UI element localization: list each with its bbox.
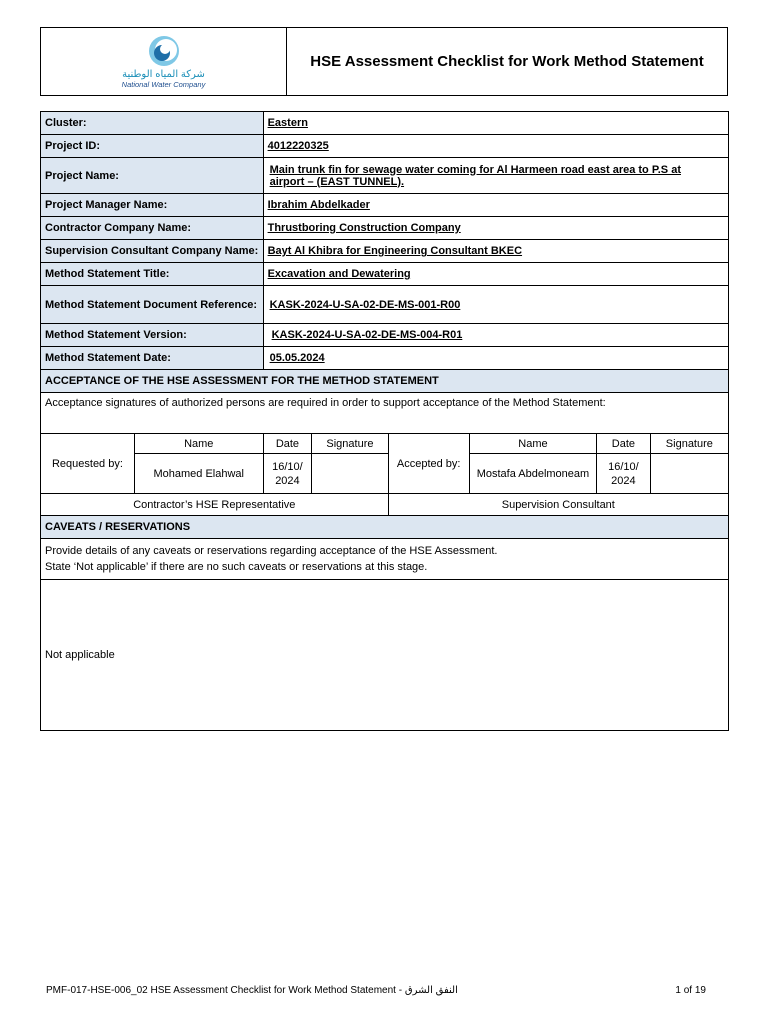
acceptance-note: Acceptance signatures of authorized persons are required in order to support acceptance of the Method Statement:	[41, 393, 729, 434]
requested-name-header: Name	[134, 434, 263, 454]
field-row-ms-version	[41, 324, 729, 347]
field-value: Main trunk fin for sewage water coming for Al Harmeen road east area to P.S at airport – (EAST TUNNEL).	[263, 158, 728, 194]
field-value: Bayt Al Khibra for Engineering Consultant BKEC	[263, 240, 728, 263]
field-label: Method Statement Title:	[41, 263, 264, 286]
field-row-project-name	[41, 158, 729, 194]
document-header	[40, 27, 728, 96]
document-title: HSE Assessment Checklist for Work Method Statement	[310, 53, 704, 70]
acceptance-section-header	[41, 370, 729, 393]
accepted-date-header: Date	[597, 434, 651, 454]
logo-english-text: National Water Company	[121, 80, 206, 89]
role-row	[41, 494, 729, 516]
field-value: Ibrahim Abdelkader	[263, 194, 728, 217]
field-value: 4012220325	[263, 135, 728, 158]
assessment-table	[40, 111, 729, 731]
requested-by-label: Requested by:	[41, 434, 135, 494]
signature-header-row	[41, 434, 729, 454]
section-heading: ACCEPTANCE OF THE HSE ASSESSMENT FOR THE METHOD STATEMENT	[41, 370, 729, 393]
acceptance-note-row	[41, 393, 729, 434]
field-row-project-id	[41, 135, 729, 158]
field-label: Method Statement Date:	[41, 347, 264, 370]
caveats-instructions	[41, 539, 729, 580]
water-drop-logo-icon	[144, 34, 184, 68]
field-value: Thrustboring Construction Company	[263, 217, 728, 240]
page-footer	[46, 985, 706, 996]
field-label: Project ID:	[41, 135, 264, 158]
field-value: KASK-2024-U-SA-02-DE-MS-004-R01	[263, 324, 728, 347]
caveats-instruction-line-1: Provide details of any caveats or reservations regarding acceptance of the HSE Assessment.	[45, 545, 498, 557]
requested-date-header: Date	[263, 434, 312, 454]
requested-date: 16/10/ 2024	[263, 454, 312, 494]
field-row-ms-date	[41, 347, 729, 370]
field-value: 05.05.2024	[263, 347, 728, 370]
accepted-signature	[650, 454, 728, 494]
caveats-instruction-line-2: State ‘Not applicable’ if there are no such caveats or reservations at this stage.	[45, 561, 428, 573]
field-row-ms-title	[41, 263, 729, 286]
logo-arabic-text: شركة المياه الوطنية	[122, 69, 205, 80]
consultant-role: Supervision Consultant	[388, 494, 728, 516]
requested-signature	[312, 454, 388, 494]
requested-signature-header: Signature	[312, 434, 388, 454]
footer-document-reference: PMF-017-HSE-006_02 HSE Assessment Checklist for Work Method Statement - النفق الشرق	[46, 985, 458, 996]
caveats-content-row	[41, 580, 729, 731]
signature-values-row	[41, 454, 729, 494]
footer-page-number: 1 of 19	[675, 985, 706, 996]
accepted-date: 16/10/ 2024	[597, 454, 651, 494]
contractor-role: Contractor’s HSE Representative	[41, 494, 389, 516]
caveats-section-header	[41, 516, 729, 539]
field-row-cluster	[41, 112, 729, 135]
caveats-instructions-row	[41, 539, 729, 580]
field-label: Method Statement Document Reference:	[41, 286, 264, 324]
field-value: Excavation and Dewatering	[263, 263, 728, 286]
section-heading: CAVEATS / RESERVATIONS	[41, 516, 729, 539]
caveats-content: Not applicable	[41, 580, 729, 731]
accepted-name-header: Name	[469, 434, 596, 454]
field-label: Project Manager Name:	[41, 194, 264, 217]
field-row-project-manager	[41, 194, 729, 217]
accepted-signature-header: Signature	[650, 434, 728, 454]
field-row-contractor	[41, 217, 729, 240]
field-label: Contractor Company Name:	[41, 217, 264, 240]
field-value: Eastern	[263, 112, 728, 135]
requested-name: Mohamed Elahwal	[134, 454, 263, 494]
field-row-consultant	[41, 240, 729, 263]
field-label: Project Name:	[41, 158, 264, 194]
field-value: KASK-2024-U-SA-02-DE-MS-001-R00	[263, 286, 728, 324]
field-label: Cluster:	[41, 112, 264, 135]
field-row-ms-reference	[41, 286, 729, 324]
company-logo	[41, 28, 287, 95]
field-label: Supervision Consultant Company Name:	[41, 240, 264, 263]
accepted-name: Mostafa Abdelmoneam	[469, 454, 596, 494]
accepted-by-label: Accepted by:	[388, 434, 469, 494]
field-label: Method Statement Version:	[41, 324, 264, 347]
